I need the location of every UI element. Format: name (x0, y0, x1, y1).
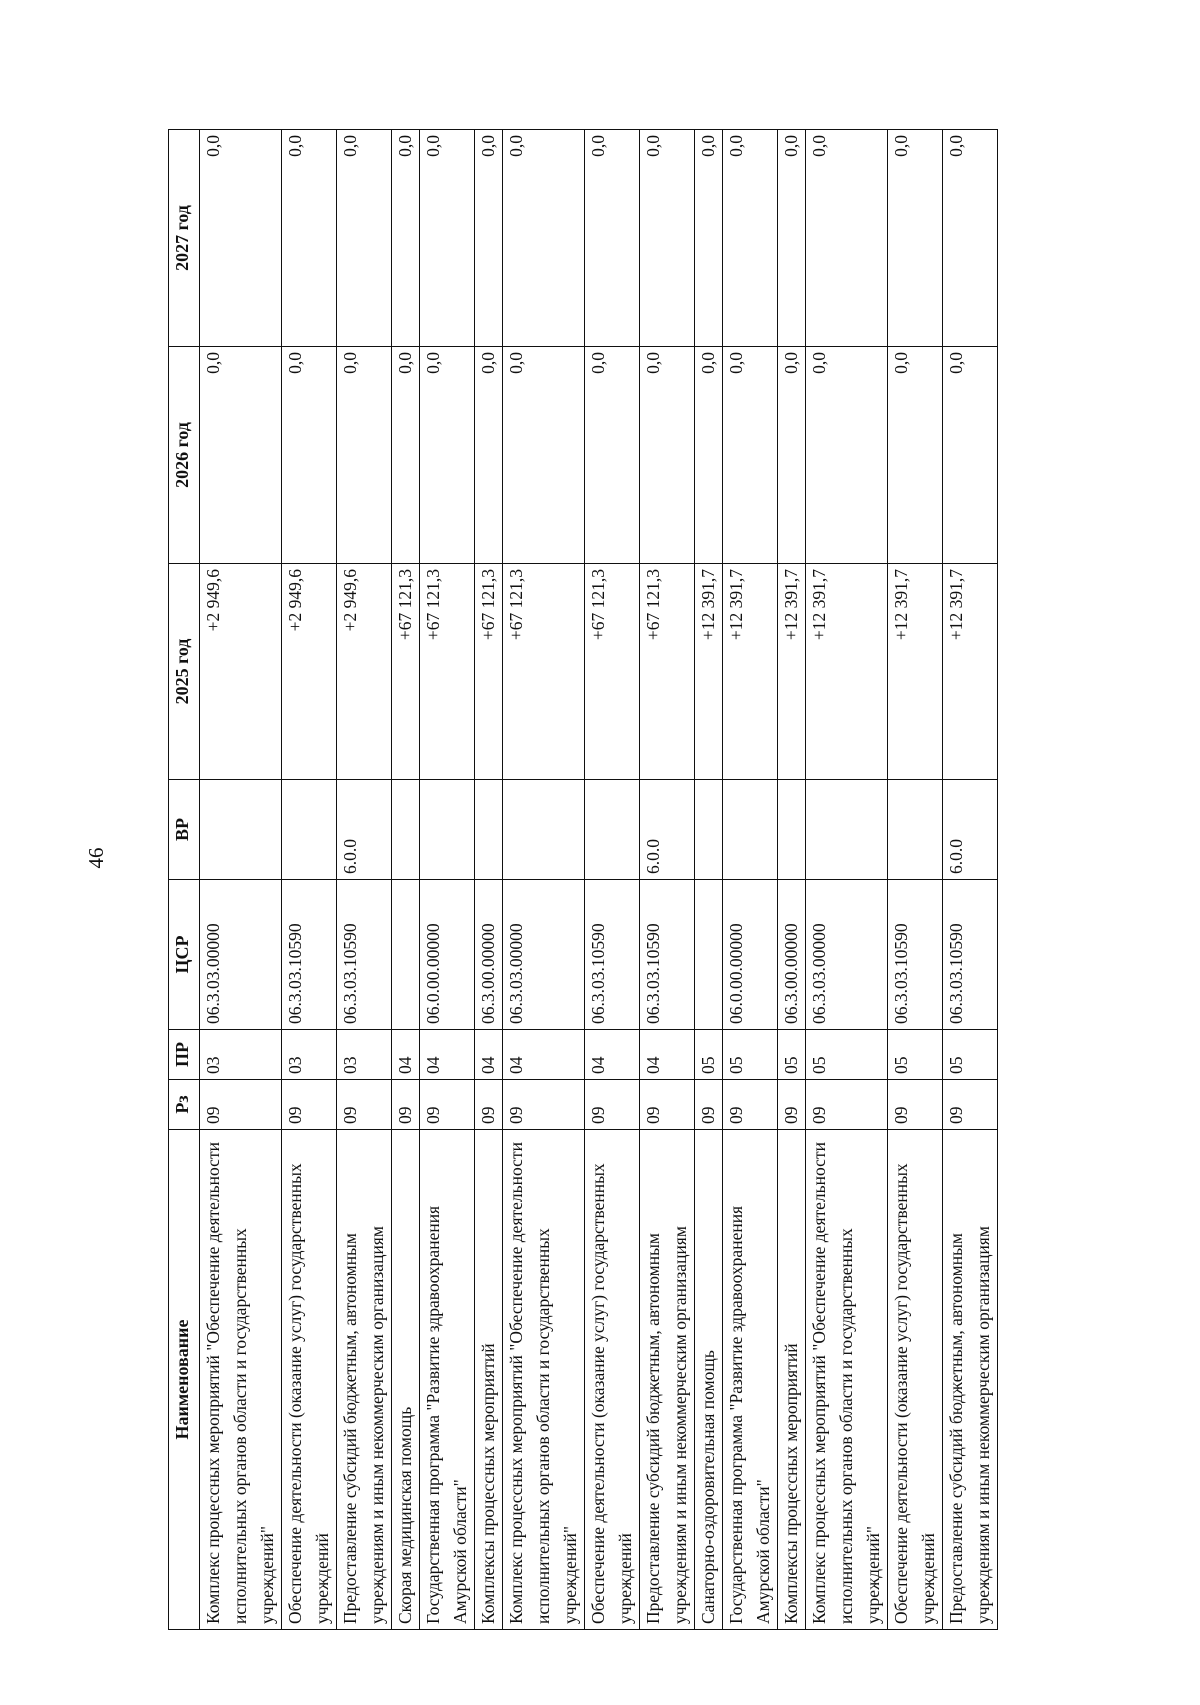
cell-vr (585, 780, 640, 880)
page-number: 46 (84, 847, 108, 869)
cell-y2027: 0,0 (337, 130, 392, 347)
cell-rz: 09 (503, 1080, 585, 1130)
cell-rz: 09 (695, 1080, 723, 1130)
cell-y2025: +67 121,3 (475, 564, 503, 780)
cell-y2026: 0,0 (392, 347, 420, 564)
cell-y2027: 0,0 (200, 130, 282, 347)
cell-rz: 09 (806, 1080, 888, 1130)
cell-name: Государственная программа "Развитие здравоохранения Амурской области" (723, 1130, 778, 1630)
cell-y2025: +2 949,6 (337, 564, 392, 780)
cell-csr: 06.0.00.00000 (420, 880, 475, 1030)
cell-y2027: 0,0 (475, 130, 503, 347)
cell-rz: 09 (475, 1080, 503, 1130)
table-row (723, 130, 778, 1630)
table-row (503, 130, 585, 1630)
cell-y2026: 0,0 (503, 347, 585, 564)
cell-rz: 09 (337, 1080, 392, 1130)
cell-csr: 06.3.03.10590 (337, 880, 392, 1030)
cell-csr (392, 880, 420, 1030)
cell-csr: 06.3.03.10590 (282, 880, 337, 1030)
cell-y2025: +12 391,7 (723, 564, 778, 780)
table-row (888, 130, 943, 1630)
cell-pr: 05 (778, 1030, 806, 1080)
table-row (337, 130, 392, 1630)
cell-name: Комплекс процессных мероприятий "Обеспечение деятельности исполнительных органов области и государственных учреждений" (200, 1130, 282, 1630)
cell-vr (778, 780, 806, 880)
cell-pr: 05 (806, 1030, 888, 1080)
cell-name: Предоставление субсидий бюджетным, автономным учреждениям и иным некоммерческим организациям (943, 1130, 998, 1630)
cell-rz: 09 (723, 1080, 778, 1130)
cell-pr: 03 (200, 1030, 282, 1080)
cell-rz: 09 (392, 1080, 420, 1130)
cell-y2025: +67 121,3 (585, 564, 640, 780)
cell-pr: 05 (943, 1030, 998, 1080)
cell-name: Комплекс процессных мероприятий "Обеспечение деятельности исполнительных органов области и государственных учреждений" (503, 1130, 585, 1630)
cell-y2026: 0,0 (475, 347, 503, 564)
cell-y2025: +12 391,7 (806, 564, 888, 780)
cell-name: Комплексы процессных мероприятий (475, 1130, 503, 1630)
cell-vr (806, 780, 888, 880)
cell-csr: 06.3.03.10590 (585, 880, 640, 1030)
cell-name: Обеспечение деятельности (оказание услуг) государственных учреждений (888, 1130, 943, 1630)
cell-csr: 06.3.00.00000 (475, 880, 503, 1030)
cell-pr: 04 (420, 1030, 475, 1080)
cell-vr (200, 780, 282, 880)
cell-y2025: +12 391,7 (695, 564, 723, 780)
cell-vr (420, 780, 475, 880)
cell-pr: 05 (723, 1030, 778, 1080)
cell-csr: 06.0.00.00000 (723, 880, 778, 1030)
cell-csr: 06.3.03.10590 (888, 880, 943, 1030)
cell-y2027: 0,0 (585, 130, 640, 347)
header-2026: 2026 год (169, 347, 200, 564)
cell-y2027: 0,0 (695, 130, 723, 347)
cell-csr: 06.3.03.00000 (503, 880, 585, 1030)
header-csr: ЦСР (169, 880, 200, 1030)
cell-vr (503, 780, 585, 880)
cell-y2027: 0,0 (943, 130, 998, 347)
cell-vr (723, 780, 778, 880)
cell-y2026: 0,0 (943, 347, 998, 564)
cell-vr (392, 780, 420, 880)
cell-rz: 09 (778, 1080, 806, 1130)
cell-rz: 09 (282, 1080, 337, 1130)
cell-pr: 04 (503, 1030, 585, 1080)
cell-y2026: 0,0 (200, 347, 282, 564)
cell-pr: 03 (337, 1030, 392, 1080)
table-row (282, 130, 337, 1630)
cell-name: Санаторно-оздоровительная помощь (695, 1130, 723, 1630)
cell-vr: 6.0.0 (943, 780, 998, 880)
cell-y2026: 0,0 (420, 347, 475, 564)
cell-rz: 09 (585, 1080, 640, 1130)
cell-y2027: 0,0 (392, 130, 420, 347)
cell-vr: 6.0.0 (337, 780, 392, 880)
cell-csr: 06.3.03.00000 (806, 880, 888, 1030)
cell-y2027: 0,0 (503, 130, 585, 347)
cell-name: Обеспечение деятельности (оказание услуг) государственных учреждений (585, 1130, 640, 1630)
cell-y2026: 0,0 (282, 347, 337, 564)
cell-y2027: 0,0 (282, 130, 337, 347)
budget-table-container (168, 130, 1078, 1630)
table-row (806, 130, 888, 1630)
cell-y2026: 0,0 (337, 347, 392, 564)
header-name: Наименование (169, 1130, 200, 1630)
cell-name: Комплекс процессных мероприятий "Обеспечение деятельности исполнительных органов области и государственных учреждений" (806, 1130, 888, 1630)
table-row (475, 130, 503, 1630)
cell-csr (695, 880, 723, 1030)
cell-y2025: +67 121,3 (420, 564, 475, 780)
cell-y2026: 0,0 (806, 347, 888, 564)
cell-rz: 09 (640, 1080, 695, 1130)
header-pr: ПР (169, 1030, 200, 1080)
cell-y2026: 0,0 (640, 347, 695, 564)
cell-pr: 04 (475, 1030, 503, 1080)
cell-y2027: 0,0 (888, 130, 943, 347)
cell-csr: 06.3.03.00000 (200, 880, 282, 1030)
cell-y2027: 0,0 (420, 130, 475, 347)
cell-vr (282, 780, 337, 880)
cell-rz: 09 (420, 1080, 475, 1130)
cell-pr: 05 (888, 1030, 943, 1080)
cell-y2027: 0,0 (640, 130, 695, 347)
cell-y2026: 0,0 (888, 347, 943, 564)
cell-y2026: 0,0 (723, 347, 778, 564)
cell-y2025: +67 121,3 (640, 564, 695, 780)
cell-rz: 09 (943, 1080, 998, 1130)
table-header-row (169, 130, 200, 1630)
cell-y2025: +12 391,7 (943, 564, 998, 780)
cell-rz: 09 (888, 1080, 943, 1130)
cell-name: Обеспечение деятельности (оказание услуг) государственных учреждений (282, 1130, 337, 1630)
cell-name: Комплексы процессных мероприятий (778, 1130, 806, 1630)
header-2027: 2027 год (169, 130, 200, 347)
cell-csr: 06.3.00.00000 (778, 880, 806, 1030)
table-row (585, 130, 640, 1630)
cell-name: Предоставление субсидий бюджетным, автономным учреждениям и иным некоммерческим организациям (337, 1130, 392, 1630)
cell-y2025: +12 391,7 (778, 564, 806, 780)
table-row (200, 130, 282, 1630)
cell-vr (888, 780, 943, 880)
cell-y2026: 0,0 (778, 347, 806, 564)
cell-name: Скорая медицинская помощь (392, 1130, 420, 1630)
cell-csr: 06.3.03.10590 (943, 880, 998, 1030)
table-row (695, 130, 723, 1630)
cell-y2027: 0,0 (778, 130, 806, 347)
table-row (778, 130, 806, 1630)
cell-name: Государственная программа "Развитие здравоохранения Амурской области" (420, 1130, 475, 1630)
cell-y2025: +2 949,6 (282, 564, 337, 780)
table-row (640, 130, 695, 1630)
cell-pr: 04 (585, 1030, 640, 1080)
cell-csr: 06.3.03.10590 (640, 880, 695, 1030)
cell-name: Предоставление субсидий бюджетным, автономным учреждениям и иным некоммерческим организациям (640, 1130, 695, 1630)
cell-vr: 6.0.0 (640, 780, 695, 880)
cell-y2025: +12 391,7 (888, 564, 943, 780)
header-rz: Рз (169, 1080, 200, 1130)
table-row (392, 130, 420, 1630)
cell-y2027: 0,0 (806, 130, 888, 347)
cell-rz: 09 (200, 1080, 282, 1130)
cell-pr: 04 (640, 1030, 695, 1080)
table-row (943, 130, 998, 1630)
cell-y2026: 0,0 (695, 347, 723, 564)
cell-pr: 05 (695, 1030, 723, 1080)
cell-vr (695, 780, 723, 880)
header-vr: ВР (169, 780, 200, 880)
cell-pr: 03 (282, 1030, 337, 1080)
cell-y2025: +67 121,3 (503, 564, 585, 780)
cell-y2025: +67 121,3 (392, 564, 420, 780)
cell-vr (475, 780, 503, 880)
budget-table (168, 129, 998, 1630)
cell-y2026: 0,0 (585, 347, 640, 564)
cell-y2027: 0,0 (723, 130, 778, 347)
table-row (420, 130, 475, 1630)
cell-pr: 04 (392, 1030, 420, 1080)
cell-y2025: +2 949,6 (200, 564, 282, 780)
header-2025: 2025 год (169, 564, 200, 780)
